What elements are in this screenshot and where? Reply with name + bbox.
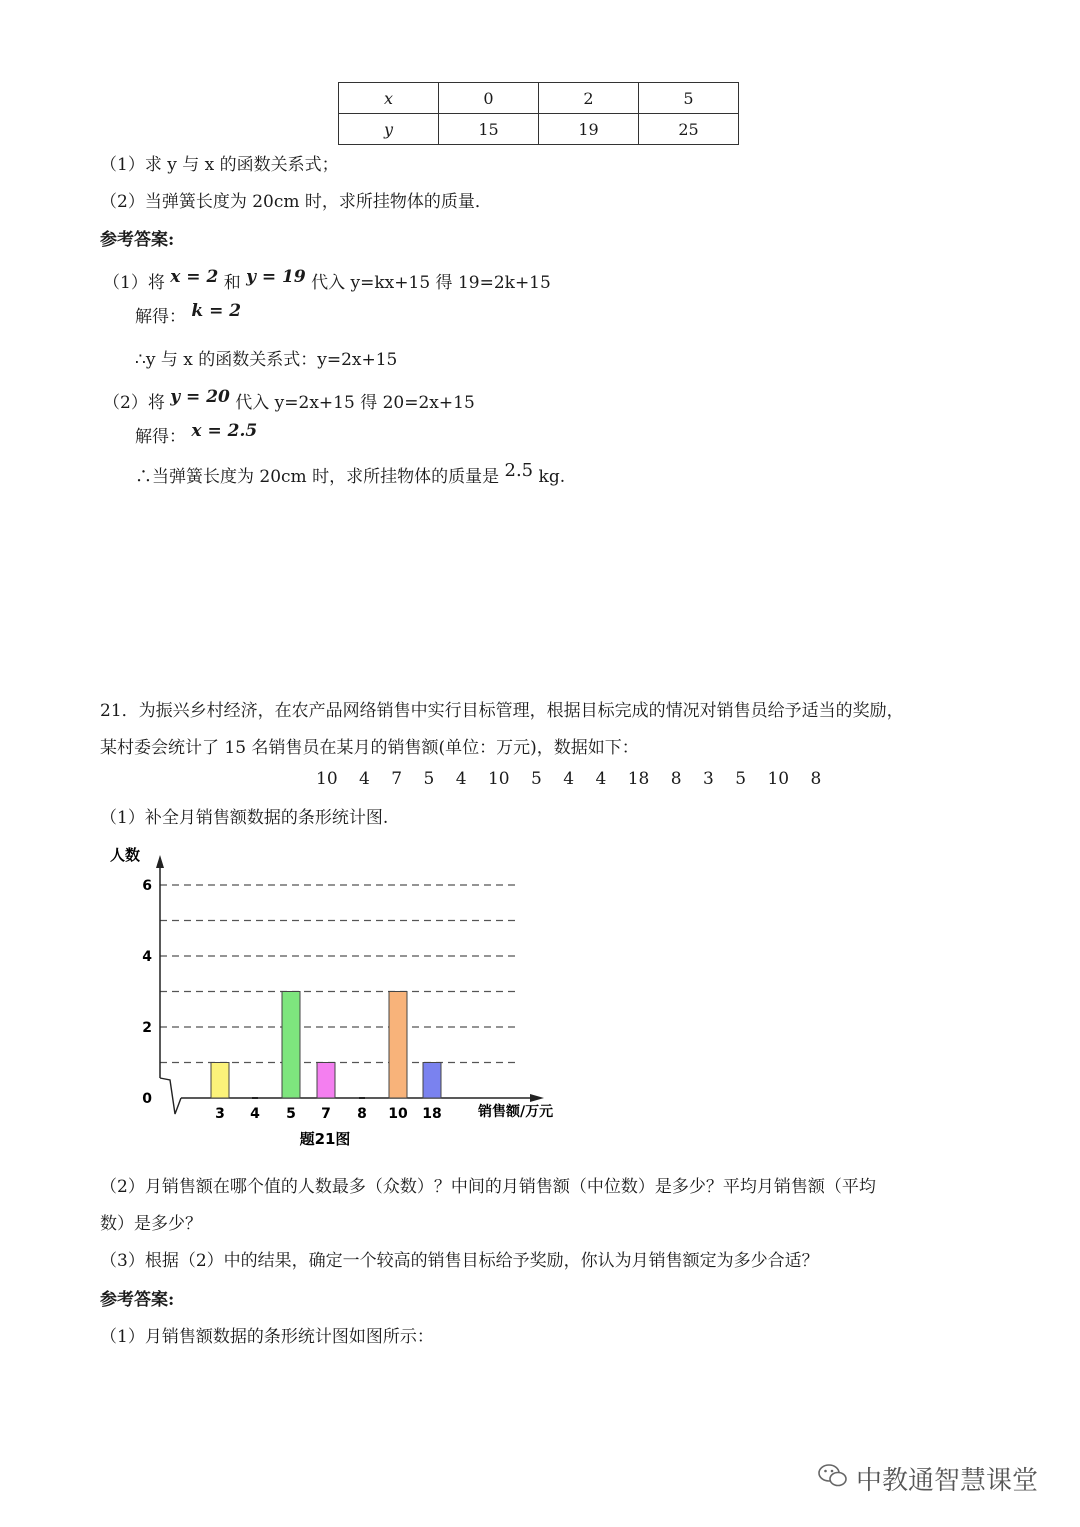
q20-conclusion-2 [135, 462, 565, 487]
q21-data-row [316, 769, 837, 789]
q20-answer-2 [103, 388, 475, 413]
math-x-eq-2: x = 2 [170, 267, 219, 287]
x-tick-label: 8 [357, 1106, 367, 1122]
data-value: 3 [703, 769, 714, 789]
data-value: 8 [810, 769, 822, 789]
bar-7 [317, 1063, 335, 1099]
x-axis-label: 销售额/万元 [478, 1104, 554, 1120]
conclusion-unit: kg. [538, 467, 566, 487]
conclusion-value: 2.5 [504, 460, 534, 481]
data-value: 5 [423, 769, 435, 789]
answer-prefix: （2）将 [103, 393, 165, 413]
data-value: 10 [316, 769, 338, 789]
x-tick-label: 3 [215, 1106, 225, 1122]
y-axis-label: 人数 [110, 846, 141, 864]
data-value: 5 [531, 769, 542, 789]
watermark [818, 1460, 1038, 1497]
data-value: 10 [487, 769, 510, 789]
bar-3 [211, 1063, 229, 1099]
q20-solve-1 [135, 302, 241, 327]
data-value: 18 [627, 769, 650, 789]
data-value: 4 [563, 769, 575, 789]
q21-question-2-line-2: 数）是多少？ [100, 1214, 202, 1234]
x-tick-label: 5 [286, 1106, 296, 1122]
data-value: 4 [455, 769, 467, 789]
y-tick-label: 0 [142, 1091, 152, 1107]
xy-table [338, 82, 739, 145]
bar-18 [423, 1063, 441, 1099]
q21-question-3: （3）根据（2）中的结果，确定一个较高的销售目标给予奖励，你认为月销售额定为多少合适？ [100, 1251, 819, 1271]
y-axis-arrow [156, 855, 164, 868]
x-axis-arrow [530, 1094, 544, 1102]
table-row [339, 83, 739, 114]
q21-intro-line-2: 某村委会统计了 15 名销售员在某月的销售额(单位：万元)，数据如下： [100, 738, 639, 758]
bar-10 [389, 992, 407, 1099]
table-cell: 25 [639, 114, 739, 145]
bar-chart [100, 840, 590, 1155]
table-cell: 0 [439, 83, 539, 114]
wechat-icon [818, 1463, 848, 1494]
q20-question-1: （1）求 y 与 x 的函数关系式； [100, 155, 339, 175]
q21-intro-line-1: 21．为振兴乡村经济，在农产品网络销售中实行目标管理，根据目标完成的情况对销售员给予适当的奖励， [100, 701, 904, 721]
table-cell: 19 [539, 114, 639, 145]
data-value: 7 [391, 769, 403, 789]
q20-answer-label: 参考答案: [100, 230, 175, 250]
data-value: 4 [595, 769, 607, 789]
q21-question-2-line-1: （2）月销售额在哪个值的人数最多（众数）？中间的月销售额（中位数）是多少？平均月销售额（平均 [100, 1177, 876, 1197]
chart-title: 题21图 [299, 1130, 351, 1148]
q20-solve-2 [135, 422, 257, 447]
q21-answer-1: （1）月销售额数据的条形统计图如图所示： [100, 1327, 434, 1347]
math-k-eq-2: k = 2 [191, 301, 242, 321]
y-tick-label: 4 [142, 949, 152, 965]
x-tick-label: 10 [388, 1106, 408, 1122]
answer-prefix: （1）将 [103, 273, 165, 293]
data-value: 4 [359, 769, 370, 789]
q20-question-2: （2）当弹簧长度为 20cm 时，求所挂物体的质量． [100, 192, 492, 212]
table-y-label: y [339, 114, 439, 145]
bar-5 [282, 992, 300, 1099]
table-cell: 2 [539, 83, 639, 114]
answer-substitution: 代入 y=kx+15 得 19=2k+15 [311, 273, 551, 293]
data-value: 8 [670, 769, 682, 789]
math-y-eq-20: y = 20 [170, 387, 230, 407]
x-tick-label: 4 [250, 1106, 260, 1122]
table-x-label: x [339, 83, 439, 114]
table-cell: 5 [639, 83, 739, 114]
math-x-eq-2-5: x = 2.5 [191, 421, 258, 441]
conclusion-text: ∴当弹簧长度为 20cm 时，求所挂物体的质量是 [135, 467, 500, 487]
answer-substitution: 代入 y=2x+15 得 20=2x+15 [235, 393, 475, 413]
q21-question-1: （1）补全月销售额数据的条形统计图. [100, 808, 389, 828]
solve-label: 解得： [135, 427, 186, 447]
table-row [339, 114, 739, 145]
q20-answer-1 [103, 268, 551, 293]
watermark-text: 中教通智慧课堂 [856, 1466, 1039, 1496]
answer-and: 和 [223, 273, 241, 293]
x-tick-label: 7 [321, 1106, 331, 1122]
axis-break [160, 1078, 181, 1114]
solve-label: 解得： [135, 307, 186, 327]
math-y-eq-19: y = 19 [246, 267, 306, 287]
y-tick-label: 2 [142, 1020, 152, 1036]
data-value: 10 [767, 769, 790, 789]
q21-answer-label: 参考答案: [100, 1290, 175, 1310]
data-value: 5 [735, 769, 747, 789]
x-tick-label: 18 [422, 1106, 442, 1122]
q20-conclusion-1: ∴y 与 x 的函数关系式：y=2x+15 [135, 350, 398, 370]
y-tick-label: 6 [142, 878, 152, 894]
table-cell: 15 [439, 114, 539, 145]
